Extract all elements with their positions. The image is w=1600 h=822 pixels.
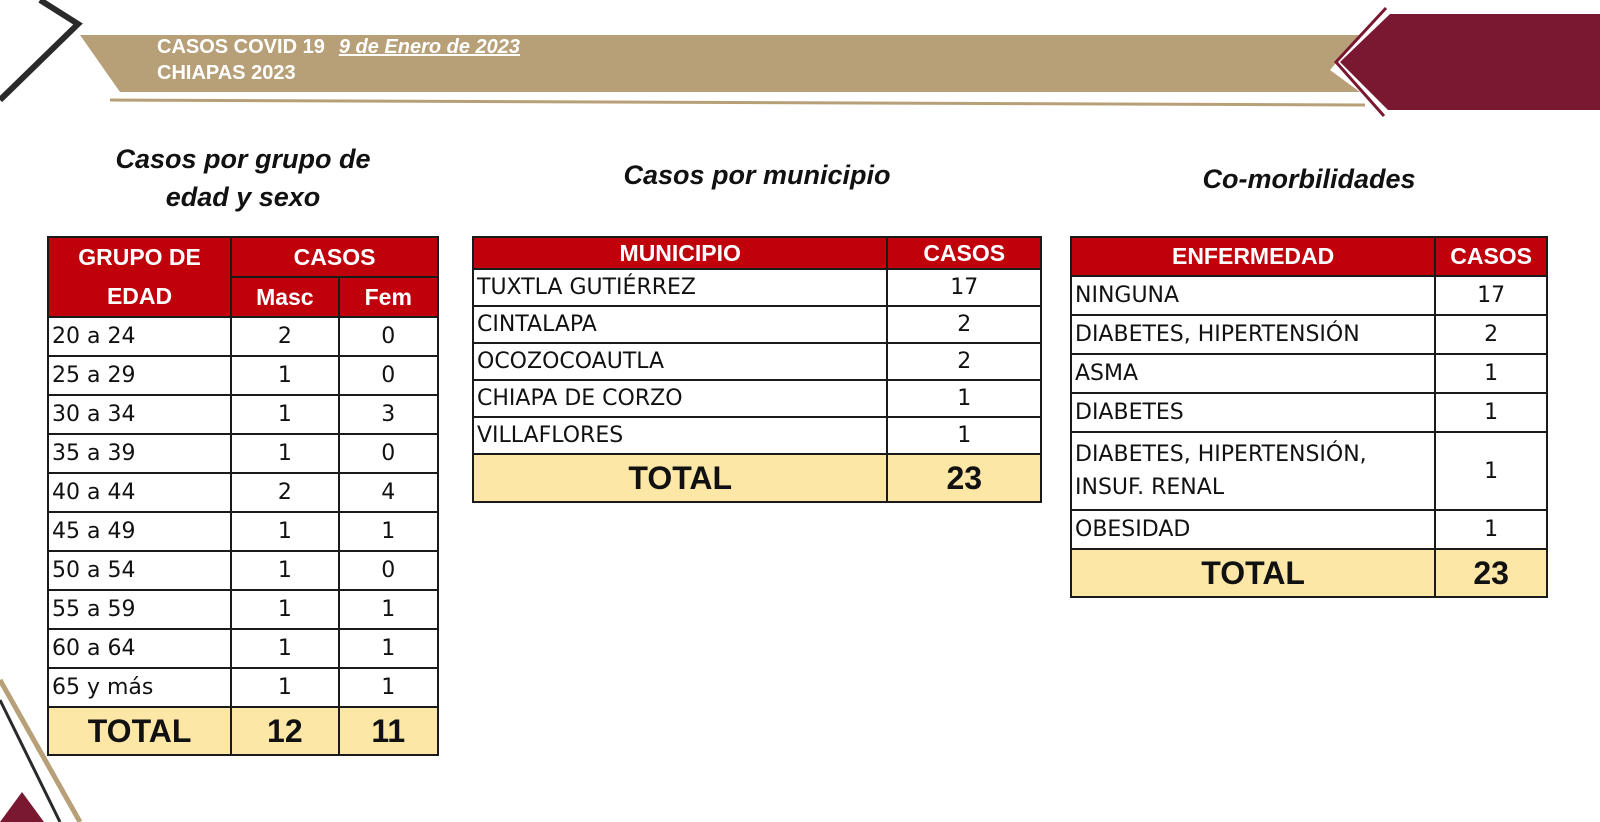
table-row [1071, 276, 1547, 315]
table-row [1071, 393, 1547, 432]
table-row [48, 395, 438, 434]
header-cases: CASOS [231, 237, 438, 277]
masc-cell: 1 [231, 395, 338, 434]
total-cases: 23 [887, 454, 1041, 502]
age-table-title [48, 140, 438, 216]
table-row [48, 629, 438, 668]
comorb-table-title: Co-morbilidades [1202, 164, 1416, 194]
fem-cell: 1 [339, 590, 438, 629]
municipio-table [472, 236, 1042, 503]
comorbidities-table [1070, 236, 1548, 598]
cases-cell: 17 [1435, 276, 1547, 315]
header-title [157, 34, 520, 86]
header-masc: Masc [231, 277, 338, 317]
municipio-name-cell: VILLAFLORES [473, 417, 887, 454]
total-fem: 11 [339, 707, 438, 755]
masc-cell: 2 [231, 473, 338, 512]
table-row [48, 434, 438, 473]
comorb-header-row [1071, 237, 1547, 276]
header-cases: CASOS [887, 237, 1041, 269]
cases-cell: 1 [887, 380, 1041, 417]
header-line-2: CHIAPAS 2023 [157, 62, 296, 84]
table-row [473, 380, 1041, 417]
fem-cell: 1 [339, 668, 438, 707]
masc-cell: 1 [231, 356, 338, 395]
age-title-line-1: Casos por grupo de [115, 144, 371, 174]
table-row [48, 590, 438, 629]
age-group-cell: 30 a 34 [48, 395, 231, 434]
header-group-line-1: GRUPO DE [78, 244, 201, 270]
table-row [473, 417, 1041, 454]
disease-cell: DIABETES, HIPERTENSIÓN [1071, 315, 1435, 354]
header-fem: Fem [339, 277, 438, 317]
age-group-cell: 25 a 29 [48, 356, 231, 395]
table-row [1071, 315, 1547, 354]
age-group-cell: 40 a 44 [48, 473, 231, 512]
age-group-cell: 35 a 39 [48, 434, 231, 473]
masc-cell: 1 [231, 668, 338, 707]
table-row [1071, 432, 1547, 510]
date-text: 9 de Enero de 2023 [338, 36, 521, 58]
fem-cell: 1 [339, 629, 438, 668]
cases-cell: 1 [887, 417, 1041, 454]
fem-cell: 4 [339, 473, 438, 512]
age-group-cell: 50 a 54 [48, 551, 231, 590]
header-municipio: MUNICIPIO [473, 237, 887, 269]
header-underline [110, 100, 1365, 105]
masc-cell: 1 [231, 434, 338, 473]
disease-cell: DIABETES [1071, 393, 1435, 432]
age-group-cell: 65 y más [48, 668, 231, 707]
fem-cell: 3 [339, 395, 438, 434]
disease-cell [1071, 432, 1435, 510]
age-header-row-1 [48, 237, 438, 277]
masc-cell: 1 [231, 629, 338, 668]
header-group-line-2: EDAD [106, 283, 173, 309]
fem-cell: 0 [339, 356, 438, 395]
municipio-name-cell: TUXTLA GUTIÉRREZ [473, 269, 887, 306]
fem-cell: 0 [339, 317, 438, 356]
municipio-name-cell: CHIAPA DE CORZO [473, 380, 887, 417]
cases-cell: 2 [887, 343, 1041, 380]
header-group [48, 237, 231, 317]
table-row [473, 269, 1041, 306]
table-row [48, 512, 438, 551]
maroon-tab [1340, 14, 1600, 110]
total-row [48, 707, 438, 755]
disease-line-2: INSUF. RENAL [1075, 475, 1225, 500]
age-title-line-2: edad y sexo [165, 182, 321, 212]
disease-line-1: DIABETES, HIPERTENSIÓN, [1075, 442, 1367, 467]
age-group-cell: 45 a 49 [48, 512, 231, 551]
disease-cell: OBESIDAD [1071, 510, 1435, 549]
table-row [1071, 354, 1547, 393]
total-row [473, 454, 1041, 502]
cases-cell: 2 [887, 306, 1041, 343]
cases-cell: 1 [1435, 510, 1547, 549]
masc-cell: 2 [231, 317, 338, 356]
table-row [473, 306, 1041, 343]
municipio-name-cell: CINTALAPA [473, 306, 887, 343]
table-row [48, 551, 438, 590]
age-group-cell: 20 a 24 [48, 317, 231, 356]
cases-cell: 2 [1435, 315, 1547, 354]
fem-cell: 1 [339, 512, 438, 551]
header-disease: ENFERMEDAD [1071, 237, 1435, 276]
total-label: TOTAL [48, 707, 231, 755]
masc-cell: 1 [231, 551, 338, 590]
header-line-1 [157, 34, 520, 60]
table-row [48, 317, 438, 356]
fem-cell: 0 [339, 434, 438, 473]
municipio-name-cell: OCOZOCOAUTLA [473, 343, 887, 380]
cases-cell: 1 [1435, 354, 1547, 393]
masc-cell: 1 [231, 590, 338, 629]
total-cases: 23 [1435, 549, 1547, 597]
corner-triangle-bottom-left [0, 792, 44, 822]
corner-chevron-top-left [0, 0, 78, 100]
table-row [473, 343, 1041, 380]
title-text: CASOS COVID 19 [157, 36, 325, 58]
municipio-table-title: Casos por municipio [623, 160, 891, 190]
masc-cell: 1 [231, 512, 338, 551]
cases-cell: 1 [1435, 393, 1547, 432]
disease-cell: ASMA [1071, 354, 1435, 393]
cases-cell: 1 [1435, 432, 1547, 510]
total-masc: 12 [231, 707, 338, 755]
total-label: TOTAL [1071, 549, 1435, 597]
table-row [48, 668, 438, 707]
disease-cell: NINGUNA [1071, 276, 1435, 315]
table-row [48, 356, 438, 395]
table-row [48, 473, 438, 512]
age-sex-table [47, 236, 439, 756]
age-group-cell: 60 a 64 [48, 629, 231, 668]
municipio-header-row [473, 237, 1041, 269]
total-label: TOTAL [473, 454, 887, 502]
total-row [1071, 549, 1547, 597]
table-row [1071, 510, 1547, 549]
fem-cell: 0 [339, 551, 438, 590]
age-group-cell: 55 a 59 [48, 590, 231, 629]
cases-cell: 17 [887, 269, 1041, 306]
header-cases: CASOS [1435, 237, 1547, 276]
